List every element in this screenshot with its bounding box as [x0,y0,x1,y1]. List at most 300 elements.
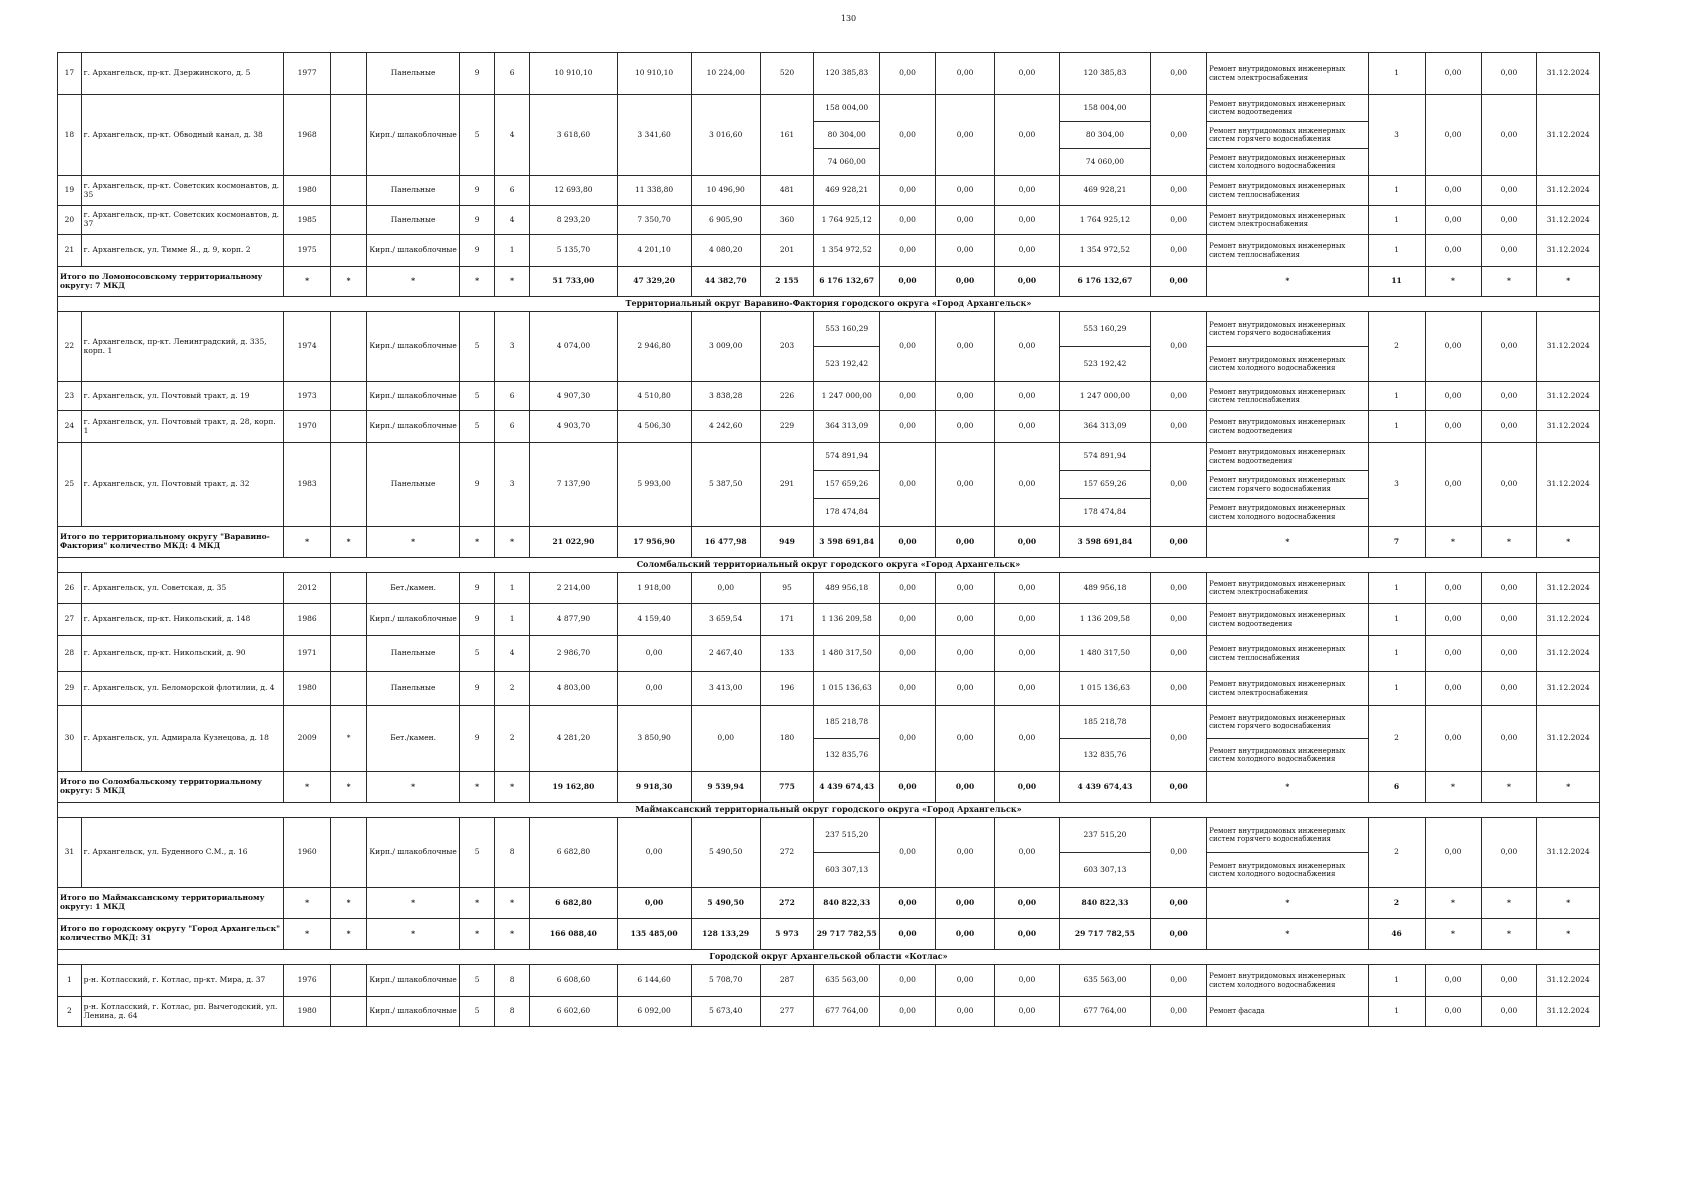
unit-cost: 0,00 [1425,997,1481,1027]
floors-count: 9 [460,443,494,527]
fund-share: 0,00 [880,604,936,636]
repair-cost: 185 218,78 [814,706,880,739]
floors-count: 5 [460,411,494,443]
total-area: 2 214,00 [530,573,617,604]
placeholder-mark: * [1207,919,1368,950]
other-share: 0,00 [1151,235,1207,267]
row-number: 1 [58,965,82,997]
placeholder-mark: * [331,527,367,558]
row-number: 26 [58,573,82,604]
other-share: 0,00 [1151,965,1207,997]
section-header-row [58,950,1600,965]
unit-cost: 0,00 [1425,176,1481,206]
regional-share: 0,00 [935,95,994,176]
total-regional: 0,00 [935,888,994,919]
row-number: 21 [58,235,82,267]
total-local: 0,00 [995,267,1060,297]
works-count: 1 [1368,672,1425,706]
living-area: 4 510,80 [617,382,691,411]
total-local: 0,00 [995,772,1060,803]
floors-count: 9 [460,706,494,772]
other-share: 0,00 [1151,997,1207,1027]
placeholder-mark: * [494,527,530,558]
placeholder-mark: * [494,267,530,297]
commissioning-mark [331,95,367,176]
repair-cost: 635 563,00 [814,965,880,997]
placeholder-mark: * [331,267,367,297]
entrances-count: 2 [494,672,530,706]
table-row [58,176,1600,206]
wall-material: Кирп./ шлакоблочные [366,818,460,888]
total-area: 19 162,80 [530,772,617,803]
total-cost: 840 822,33 [814,888,880,919]
entrances-count: 8 [494,997,530,1027]
local-share: 0,00 [995,176,1060,206]
owned-area: 4 080,20 [691,235,760,267]
other-share: 0,00 [1151,706,1207,772]
completion-date: 31.12.2024 [1537,965,1600,997]
total-residents: 2 155 [760,267,814,297]
row-number: 20 [58,206,82,235]
total-owners: 29 717 782,55 [1059,919,1150,950]
repair-cost: 1 136 209,58 [814,604,880,636]
row-number: 2 [58,997,82,1027]
building-address: г. Архангельск, пр-кт. Ленинградский, д. 335, корп. 1 [81,312,283,382]
commissioning-mark [331,672,367,706]
repair-cost: 178 474,84 [814,499,880,527]
residents-count: 360 [760,206,814,235]
table-row [58,604,1600,636]
building-address: г. Архангельск, ул. Почтовый тракт, д. 19 [81,382,283,411]
commissioning-mark [331,965,367,997]
placeholder-mark: * [1425,888,1481,919]
fund-share: 0,00 [880,53,936,95]
row-number: 29 [58,672,82,706]
wall-material: Кирп./ шлакоблочные [366,997,460,1027]
other-share: 0,00 [1151,573,1207,604]
limit-cost: 0,00 [1481,176,1537,206]
total-local: 0,00 [995,527,1060,558]
regional-share: 0,00 [935,443,994,527]
work-type: Ремонт внутридомовых инженерных систем электроснабжения [1207,53,1368,95]
total-area-living: 9 918,30 [617,772,691,803]
construction-year: 1975 [283,235,330,267]
work-type: Ремонт внутридомовых инженерных систем теплоснабжения [1207,176,1368,206]
total-local: 0,00 [995,919,1060,950]
construction-year: 1974 [283,312,330,382]
work-type: Ремонт внутридомовых инженерных систем теплоснабжения [1207,382,1368,411]
fund-share: 0,00 [880,312,936,382]
fund-share: 0,00 [880,818,936,888]
limit-cost: 0,00 [1481,382,1537,411]
total-residents: 5 973 [760,919,814,950]
local-share: 0,00 [995,235,1060,267]
repair-cost: 603 307,13 [814,853,880,888]
building-address: г. Архангельск, пр-кт. Советских космонавтов, д. 35 [81,176,283,206]
living-area: 4 201,10 [617,235,691,267]
commissioning-mark [331,573,367,604]
entrances-count: 8 [494,965,530,997]
regional-share: 0,00 [935,997,994,1027]
total-area: 4 877,90 [530,604,617,636]
repair-cost: 553 160,29 [814,312,880,347]
limit-cost: 0,00 [1481,443,1537,527]
works-count: 1 [1368,636,1425,672]
total-area: 6 602,60 [530,997,617,1027]
residents-count: 201 [760,235,814,267]
residents-count: 291 [760,443,814,527]
total-row [58,267,1600,297]
building-address: г. Архангельск, ул. Адмирала Кузнецова, д. 18 [81,706,283,772]
repair-cost: 1 247 000,00 [814,382,880,411]
repair-cost: 364 313,09 [814,411,880,443]
owned-area: 3 016,60 [691,95,760,176]
completion-date: 31.12.2024 [1537,411,1600,443]
entrances-count: 8 [494,818,530,888]
unit-cost: 0,00 [1425,411,1481,443]
total-fund: 0,00 [880,267,936,297]
work-type: Ремонт внутридомовых инженерных систем горячего водоснабжения [1207,818,1368,853]
table-row [58,636,1600,672]
repair-cost: 74 060,00 [814,149,880,176]
owned-area: 0,00 [691,706,760,772]
residents-count: 272 [760,818,814,888]
living-area: 6 144,60 [617,965,691,997]
total-area-living: 47 329,20 [617,267,691,297]
placeholder-mark: * [1481,527,1537,558]
owners-share: 74 060,00 [1059,149,1150,176]
regional-share: 0,00 [935,312,994,382]
works-count: 1 [1368,382,1425,411]
row-number: 24 [58,411,82,443]
total-fund: 0,00 [880,527,936,558]
placeholder-mark: * [331,919,367,950]
placeholder-mark: * [1207,267,1368,297]
total-regional: 0,00 [935,267,994,297]
total-owners: 3 598 691,84 [1059,527,1150,558]
total-cost: 6 176 132,67 [814,267,880,297]
owned-area: 3 838,28 [691,382,760,411]
commissioning-mark [331,818,367,888]
works-count: 1 [1368,965,1425,997]
placeholder-mark: * [366,888,460,919]
total-area: 10 910,10 [530,53,617,95]
residents-count: 95 [760,573,814,604]
section-header-row [58,297,1600,312]
row-number: 31 [58,818,82,888]
placeholder-mark: * [283,772,330,803]
works-count: 1 [1368,235,1425,267]
floors-count: 5 [460,997,494,1027]
commissioning-mark [331,53,367,95]
construction-year: 1973 [283,382,330,411]
other-share: 0,00 [1151,312,1207,382]
owned-area: 6 905,90 [691,206,760,235]
owners-share: 1 354 972,52 [1059,235,1150,267]
owners-share: 132 835,76 [1059,739,1150,772]
table-row [58,443,1600,471]
placeholder-mark: * [460,919,494,950]
total-other: 0,00 [1151,888,1207,919]
regional-share: 0,00 [935,636,994,672]
row-number: 27 [58,604,82,636]
table-row [58,818,1600,853]
entrances-count: 1 [494,235,530,267]
total-residents: 949 [760,527,814,558]
table-row [58,95,1600,122]
total-row [58,919,1600,950]
total-area: 6 682,80 [530,818,617,888]
table-row [58,53,1600,95]
total-local: 0,00 [995,888,1060,919]
local-share: 0,00 [995,411,1060,443]
limit-cost: 0,00 [1481,573,1537,604]
work-type: Ремонт внутридомовых инженерных систем электроснабжения [1207,573,1368,604]
total-area-living: 17 956,90 [617,527,691,558]
repair-cost: 157 659,26 [814,471,880,499]
placeholder-mark: * [331,772,367,803]
repair-cost: 158 004,00 [814,95,880,122]
wall-material: Кирп./ шлакоблочные [366,312,460,382]
owners-share: 157 659,26 [1059,471,1150,499]
total-area-owned: 16 477,98 [691,527,760,558]
residents-count: 161 [760,95,814,176]
fund-share: 0,00 [880,636,936,672]
fund-share: 0,00 [880,95,936,176]
building-address: г. Архангельск, ул. Буденного С.М., д. 16 [81,818,283,888]
placeholder-mark: * [1207,772,1368,803]
floors-count: 5 [460,312,494,382]
limit-cost: 0,00 [1481,53,1537,95]
local-share: 0,00 [995,818,1060,888]
table-row [58,965,1600,997]
wall-material: Кирп./ шлакоблочные [366,411,460,443]
placeholder-mark: * [1537,888,1600,919]
fund-share: 0,00 [880,573,936,604]
residents-count: 203 [760,312,814,382]
residents-count: 277 [760,997,814,1027]
limit-cost: 0,00 [1481,706,1537,772]
owners-share: 523 192,42 [1059,347,1150,382]
other-share: 0,00 [1151,382,1207,411]
owned-area: 3 659,54 [691,604,760,636]
limit-cost: 0,00 [1481,997,1537,1027]
total-area: 4 074,00 [530,312,617,382]
placeholder-mark: * [1481,888,1537,919]
row-number: 18 [58,95,82,176]
unit-cost: 0,00 [1425,636,1481,672]
completion-date: 31.12.2024 [1537,573,1600,604]
residents-count: 520 [760,53,814,95]
wall-material: Панельные [366,672,460,706]
owned-area: 2 467,40 [691,636,760,672]
total-fund: 0,00 [880,772,936,803]
work-type: Ремонт внутридомовых инженерных систем холодного водоснабжения [1207,853,1368,888]
total-area: 5 135,70 [530,235,617,267]
placeholder-mark: * [1537,267,1600,297]
placeholder-mark: * [1537,772,1600,803]
entrances-count: 2 [494,706,530,772]
regional-share: 0,00 [935,965,994,997]
building-address: г. Архангельск, пр-кт. Никольский, д. 148 [81,604,283,636]
building-address: г. Архангельск, ул. Тимме Я., д. 9, корп. 2 [81,235,283,267]
placeholder-mark: * [460,267,494,297]
construction-year: 1980 [283,997,330,1027]
limit-cost: 0,00 [1481,604,1537,636]
limit-cost: 0,00 [1481,818,1537,888]
repair-cost: 523 192,42 [814,347,880,382]
works-count: 2 [1368,706,1425,772]
entrances-count: 3 [494,443,530,527]
total-area: 166 088,40 [530,919,617,950]
commissioning-mark [331,382,367,411]
work-type: Ремонт внутридомовых инженерных систем холодного водоснабжения [1207,739,1368,772]
regional-share: 0,00 [935,411,994,443]
placeholder-mark: * [331,888,367,919]
owners-share: 1 480 317,50 [1059,636,1150,672]
local-share: 0,00 [995,636,1060,672]
table-row [58,411,1600,443]
repair-cost: 1 354 972,52 [814,235,880,267]
owners-share: 158 004,00 [1059,95,1150,122]
repair-cost: 120 385,83 [814,53,880,95]
fund-share: 0,00 [880,997,936,1027]
works-count: 1 [1368,604,1425,636]
residents-count: 171 [760,604,814,636]
building-address: г. Архангельск, ул. Почтовый тракт, д. 32 [81,443,283,527]
total-label: Итого по городскому округу "Город Архангельск" количество МКД: 31 [58,919,284,950]
completion-date: 31.12.2024 [1537,382,1600,411]
table-row [58,573,1600,604]
total-area-living: 135 485,00 [617,919,691,950]
building-address: г. Архангельск, ул. Беломорской флотилии, д. 4 [81,672,283,706]
regional-share: 0,00 [935,206,994,235]
total-area: 51 733,00 [530,267,617,297]
unit-cost: 0,00 [1425,382,1481,411]
construction-year: 1977 [283,53,330,95]
residents-count: 229 [760,411,814,443]
other-share: 0,00 [1151,95,1207,176]
local-share: 0,00 [995,443,1060,527]
local-share: 0,00 [995,672,1060,706]
limit-cost: 0,00 [1481,411,1537,443]
owners-share: 677 764,00 [1059,997,1150,1027]
total-other: 0,00 [1151,919,1207,950]
fund-share: 0,00 [880,411,936,443]
total-cost: 29 717 782,55 [814,919,880,950]
total-other: 0,00 [1151,267,1207,297]
row-number: 17 [58,53,82,95]
placeholder-mark: * [494,772,530,803]
wall-material: Кирп./ шлакоблочные [366,382,460,411]
completion-date: 31.12.2024 [1537,235,1600,267]
residents-count: 196 [760,672,814,706]
fund-share: 0,00 [880,235,936,267]
entrances-count: 1 [494,573,530,604]
total-residents: 272 [760,888,814,919]
table-row [58,672,1600,706]
repair-cost: 469 928,21 [814,176,880,206]
total-regional: 0,00 [935,772,994,803]
owners-share: 1 015 136,63 [1059,672,1150,706]
repair-register-table [57,52,1600,1027]
table-row [58,235,1600,267]
section-title: Соломбальский территориальный округ городского округа «Город Архангельск» [58,558,1600,573]
placeholder-mark: * [494,919,530,950]
wall-material: Панельные [366,636,460,672]
table-row [58,382,1600,411]
work-type: Ремонт внутридомовых инженерных систем горячего водоснабжения [1207,471,1368,499]
floors-count: 5 [460,382,494,411]
floors-count: 5 [460,95,494,176]
entrances-count: 4 [494,95,530,176]
wall-material: Панельные [366,176,460,206]
completion-date: 31.12.2024 [1537,206,1600,235]
wall-material: Кирп./ шлакоблочные [366,965,460,997]
owned-area: 4 242,60 [691,411,760,443]
section-header-row [58,803,1600,818]
unit-cost: 0,00 [1425,53,1481,95]
placeholder-mark: * [1481,772,1537,803]
total-regional: 0,00 [935,919,994,950]
owners-share: 364 313,09 [1059,411,1150,443]
work-type: Ремонт внутридомовых инженерных систем холодного водоснабжения [1207,347,1368,382]
placeholder-mark: * [283,527,330,558]
construction-year: 1976 [283,965,330,997]
commissioning-mark [331,636,367,672]
total-works-count: 7 [1368,527,1425,558]
total-area: 7 137,90 [530,443,617,527]
placeholder-mark: * [1537,527,1600,558]
living-area: 7 350,70 [617,206,691,235]
total-area: 12 693,80 [530,176,617,206]
wall-material: Бет./камен. [366,706,460,772]
entrances-count: 4 [494,206,530,235]
completion-date: 31.12.2024 [1537,636,1600,672]
entrances-count: 3 [494,312,530,382]
placeholder-mark: * [460,888,494,919]
total-area-owned: 9 539,94 [691,772,760,803]
fund-share: 0,00 [880,206,936,235]
commissioning-mark [331,206,367,235]
total-label: Итого по Соломбальскому территориальному округу: 5 МКД [58,772,284,803]
total-fund: 0,00 [880,919,936,950]
commissioning-mark [331,604,367,636]
residents-count: 226 [760,382,814,411]
placeholder-mark: * [366,527,460,558]
total-cost: 3 598 691,84 [814,527,880,558]
living-area: 11 338,80 [617,176,691,206]
placeholder-mark: * [1207,527,1368,558]
work-type: Ремонт внутридомовых инженерных систем теплоснабжения [1207,235,1368,267]
regional-share: 0,00 [935,706,994,772]
living-area: 4 159,40 [617,604,691,636]
residents-count: 287 [760,965,814,997]
local-share: 0,00 [995,604,1060,636]
floors-count: 5 [460,965,494,997]
owners-share: 178 474,84 [1059,499,1150,527]
regional-share: 0,00 [935,382,994,411]
total-owners: 4 439 674,43 [1059,772,1150,803]
commissioning-mark [331,235,367,267]
row-number: 23 [58,382,82,411]
completion-date: 31.12.2024 [1537,672,1600,706]
floors-count: 9 [460,176,494,206]
work-type: Ремонт внутридомовых инженерных систем холодного водоснабжения [1207,965,1368,997]
limit-cost: 0,00 [1481,312,1537,382]
limit-cost: 0,00 [1481,965,1537,997]
unit-cost: 0,00 [1425,312,1481,382]
